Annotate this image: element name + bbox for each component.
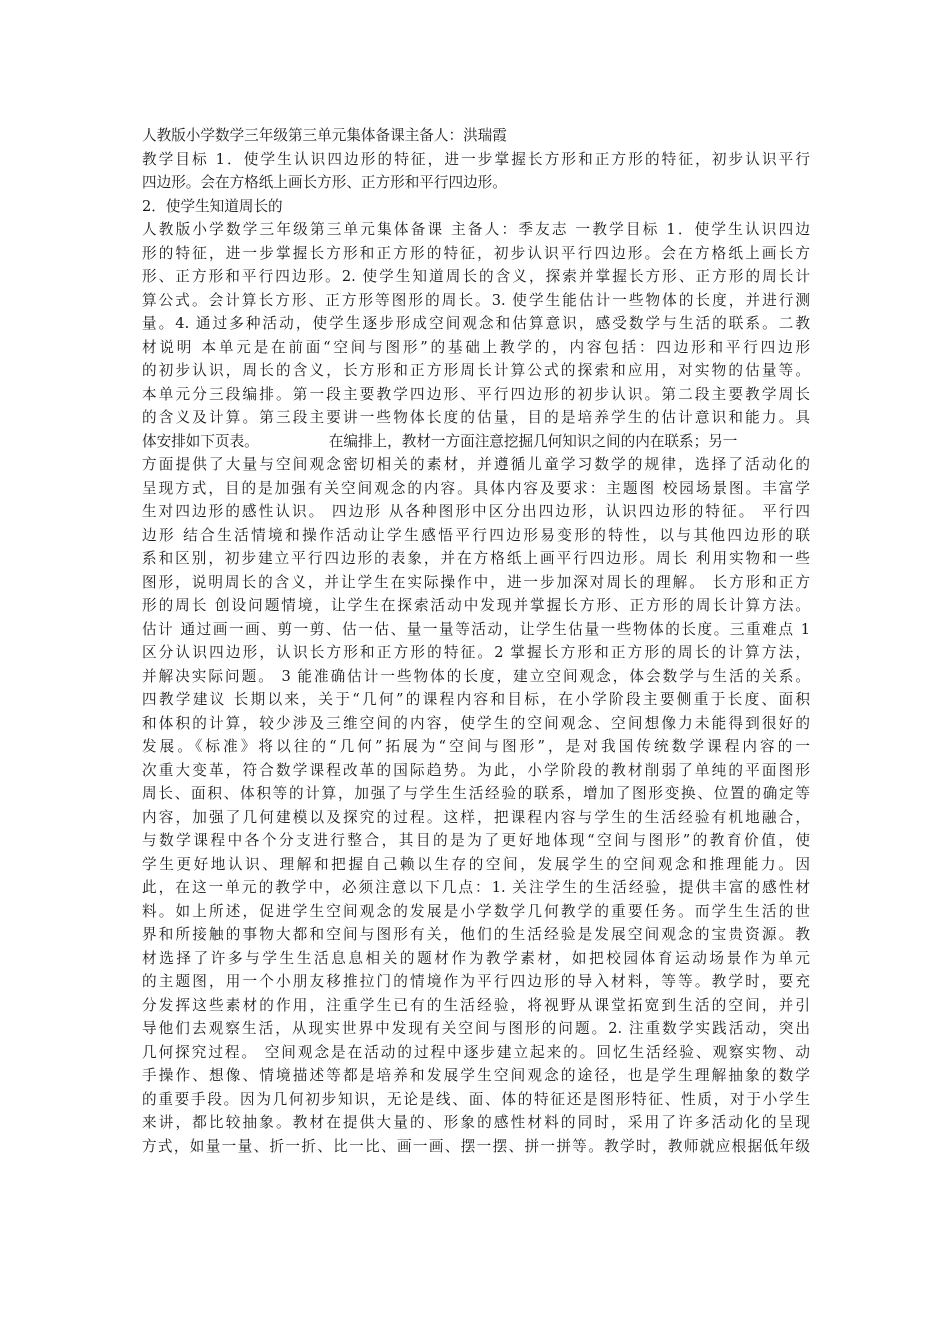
text-line: 的初步认识，周长的含义，长方形和正方形周长计算公式的探索和应用，对实物的估量等。: [142, 362, 810, 379]
text-line: 界和所接触的事物大都和空间与图形有关，他们的生活经验是发展空间观念的宝贵资源。教: [142, 926, 810, 943]
text-line: 图形，说明周长的含义，并让学生在实际操作中，进一步加深对周长的理解。 长方形和正方: [142, 573, 810, 591]
text-line: 的含义及计算。第三段主要讲一些物体长度的估量，目的是培养学生的估计意识和能力。具: [142, 409, 810, 426]
text-line: 的主题图，用一个小朋友移推拉门的情境作为平行四边形的导入材料，等等。教学时，要充: [142, 973, 810, 990]
text-line: 本单元分三段编排。第一段主要教学四边形、平行四边形的初步认识。第二段主要教学周长: [142, 385, 810, 403]
text-line: 四教学建议 长期以来，关于“几何”的课程内容和目标，在小学阶段主要侧重于长度、面积: [142, 691, 810, 708]
text-segment: 在编排上，教材一方面注意挖掘几何知识之间的内在联系；另一: [328, 432, 738, 450]
text-line: 生对四边形的感性认识。 四边形 从各种图形中区分出四边形，认识四边形的特征。 平行四: [142, 503, 810, 520]
text-line: 分发挥这些素材的作用，注重学生已有的生活经验，将视野从课堂拓宽到生活的空间，并引: [142, 996, 810, 1014]
text-line: 人教版小学数学三年级第三单元集体备课主备人：洪瑞霞: [142, 127, 507, 144]
text-line: 来讲，都比较抽象。教材在提供大量的、形象的感性材料的同时，采用了许多活动化的呈现: [142, 1114, 810, 1131]
text-line-split: [142, 430, 810, 454]
text-line: 次重大变革，符合数学课程改革的国际趋势。为此，小学阶段的教材削弱了单纯的平面图形: [142, 761, 810, 779]
document-page: [142, 124, 810, 1158]
text-line: 材选择了许多与学生生活息息相关的题材作为教学素材，如把校园体育运动场景作为单元: [142, 949, 810, 967]
text-line: 呈现方式，目的是加强有关空间观念的内容。具体内容及要求：主题图 校园场景图。丰富学: [142, 479, 810, 497]
text-line: 方面提供了大量与空间观念密切相关的素材，并遵循儿童学习数学的规律，选择了活动化的: [142, 456, 810, 473]
text-line: 形的特征，进一步掌握长方形和正方形的特征，初步认识平行四边形。会在方格纸上画长方: [142, 244, 810, 262]
text-line: 形的周长 创设问题情境，让学生在探索活动中发现并掌握长方形、正方形的周长计算方法。: [142, 597, 810, 614]
text-line: 周长、面积、体积等的计算，加强了与学生生活经验的联系，增加了图形变换、位置的确定等: [142, 785, 810, 802]
text-line: 手操作、想像、情境描述等都是培养和发展学生空间观念的途径，也是学生理解抽象的数学: [142, 1067, 810, 1084]
text-line: 人教版小学数学三年级第三单元集体备课 主备人：季友志 一教学目标 1．使学生认识四边: [142, 221, 810, 238]
text-line: 量。4. 通过多种活动，使学生逐步形成空间观念和估算意识，感受数学与生活的联系。二教: [142, 315, 810, 332]
text-line: 系和区别，初步建立平行四边形的表象，并在方格纸上画平行四边形。周长 利用实物和一些: [142, 550, 810, 567]
text-line: 并解决实际问题。 3 能准确估计一些物体的长度，建立空间观念，体会数学与生活的关系。: [142, 667, 810, 685]
text-line: 教学目标 1．使学生认识四边形的特征，进一步掌握长方形和正方形的特征，初步认识平行: [142, 150, 810, 168]
text-line: 此，在这一单元的教学中，必须注意以下几点：1. 关注学生的生活经验，提供丰富的感性材: [142, 879, 810, 896]
text-line: 的重要手段。因为几何初步知识，无论是线、面、体的特征还是图形特征、性质，对于小学生: [142, 1090, 810, 1108]
text-line: 四边形。会在方格纸上画长方形、正方形和平行四边形。: [142, 174, 507, 191]
text-line: 估计 通过画一画、剪一剪、估一估、量一量等活动，让学生估量一些物体的长度。三重难点 1: [142, 620, 810, 638]
text-line: 与数学课程中各个分支进行整合，其目的是为了更好地体现“空间与图形”的教育价值，使: [142, 832, 810, 849]
text-line: 内容，加强了几何建模以及探究的过程。这样，把课程内容与学生的生活经验有机地融合，: [142, 808, 810, 826]
text-line: 方式，如量一量、折一折、比一比、画一画、摆一摆、拼一拼等。教学时，教师就应根据低年级: [142, 1137, 810, 1155]
text-line: 形、正方形和平行四边形。2. 使学生知道周长的含义，探索并掌握长方形、正方形的周长计: [142, 268, 810, 285]
text-line: 导他们去观察生活，从现实世界中发现有关空间与图形的问题。2. 注重数学实践活动，突出: [142, 1020, 810, 1037]
text-line: 发展。《标准》将以往的“几何”拓展为“空间与图形”，是对我国传统数学课程内容的一: [142, 738, 810, 755]
text-line: 2．使学生知道周长的: [142, 197, 283, 215]
text-line: 算公式。会计算长方形、正方形等图形的周长。3. 使学生能估计一些物体的长度，并进行测: [142, 291, 810, 309]
text-line: 区分认识四边形，认识长方形和正方形的特征。2 掌握长方形和正方形的周长的计算方法，: [142, 644, 810, 661]
text-line: 料。如上所述，促进学生空间观念的发展是小学数学几何教学的重要任务。而学生生活的世: [142, 902, 810, 920]
text-line: 材说明 本单元是在前面“空间与图形”的基础上教学的，内容包括：四边形和平行四边形: [142, 338, 810, 356]
text-line: 学生更好地认识、理解和把握自己赖以生存的空间，发展学生的空间观念和推理能力。因: [142, 855, 810, 873]
text-line: 和体积的计算，较少涉及三维空间的内容，使学生的空间观念、空间想像力未能得到很好的: [142, 714, 810, 732]
text-line: 几何探究过程。 空间观念是在活动的过程中逐步建立起来的。回忆生活经验、观察实物、动: [142, 1043, 810, 1061]
text-segment: 体安排如下页表。: [142, 432, 259, 450]
text-line: 边形 结合生活情境和操作活动让学生感悟平行四边形易变形的特性，以与其他四边形的联: [142, 526, 810, 544]
